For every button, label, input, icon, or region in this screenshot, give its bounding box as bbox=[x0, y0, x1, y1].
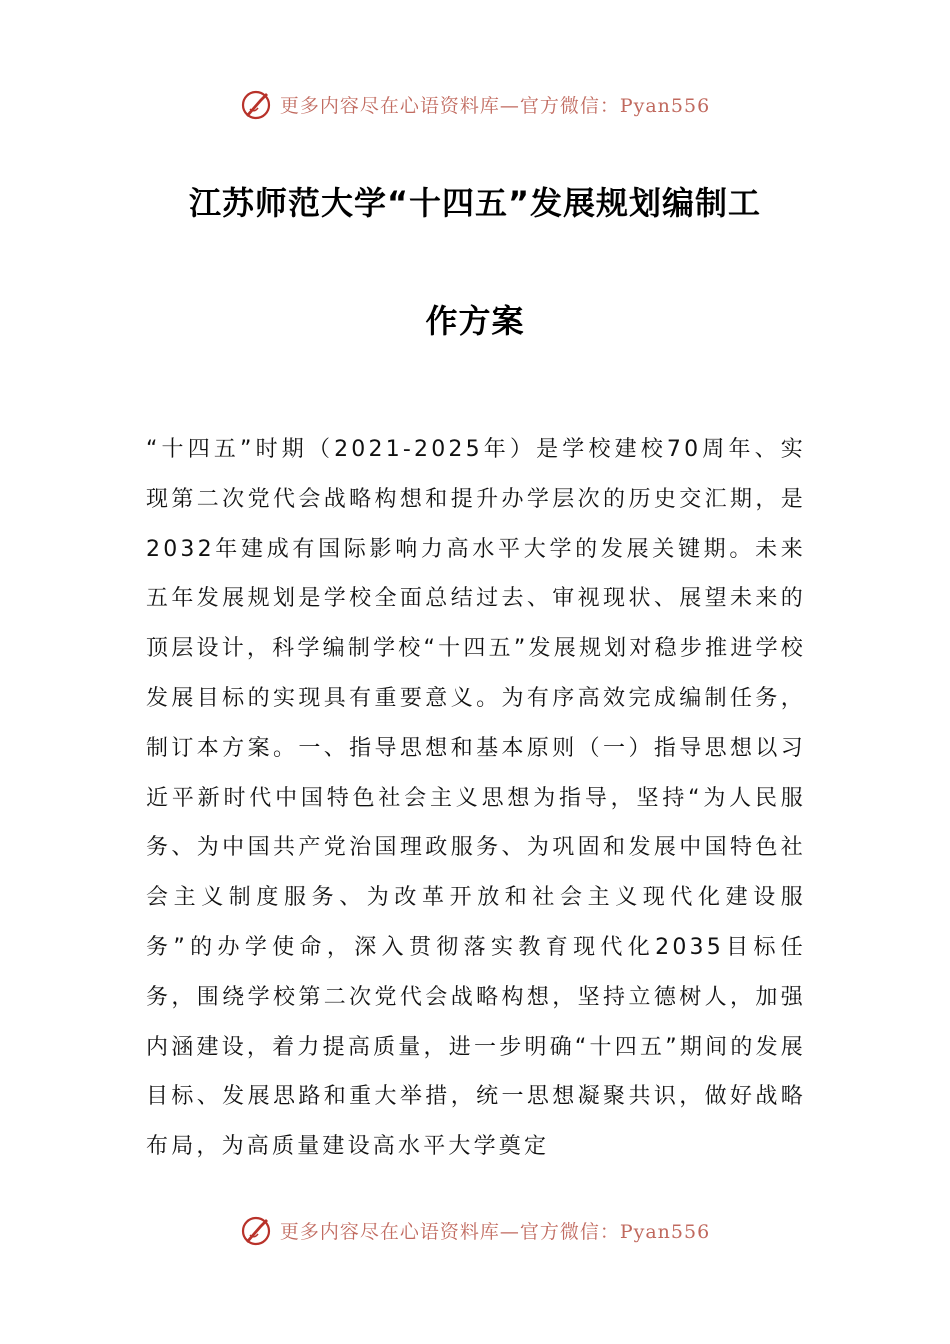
pen-nib-logo-icon bbox=[240, 87, 274, 121]
document-title-line-2: 作方案 bbox=[425, 302, 525, 340]
header-banner bbox=[0, 84, 950, 124]
header-banner-text: 更多内容尽在心语资料库—官方微信：Pyan556 bbox=[279, 94, 711, 117]
pen-nib-logo-icon bbox=[240, 1213, 274, 1247]
body-paragraph: “十四五”时期（2021-2025年）是学校建校70周年、实现第二次党代会战略构想和提升办学层次的历史交汇期，是2032年建成有国际影响力高水平大学的发展关键期。未来五年发展规划是学校全面总结过去、审视现状、展望未来的顶层设计，科学编制学校“十四五”发展规划对稳步推进学校发展目标的实现具有重要意义。为有序高效完成编制任务，制订本方案。一、指导思想和基本原则（一）指导思想以习近平新时代中国特色社会主义思想为指导，坚持“为人民服务、为中国共产党治国理政服务、为巩固和发展中国特色社会主义制度服务、为改革开放和社会主义现代化建设服务”的办学使命，深入贯彻落实教育现代化2035目标任务，围绕学校第二次党代会战略构想，坚持立德树人，加强内涵建设，着力提高质量，进一步明确“十四五”期间的发展目标、发展思路和重大举措，统一思想凝聚共识，做好战略布局，为高质量建设高水平大学奠定 bbox=[146, 437, 806, 1160]
footer-banner bbox=[0, 1210, 950, 1250]
footer-banner-text: 更多内容尽在心语资料库—官方微信：Pyan556 bbox=[279, 1220, 711, 1243]
document-title-line-1: 江苏师范大学“十四五”发展规划编制工 bbox=[188, 184, 762, 222]
